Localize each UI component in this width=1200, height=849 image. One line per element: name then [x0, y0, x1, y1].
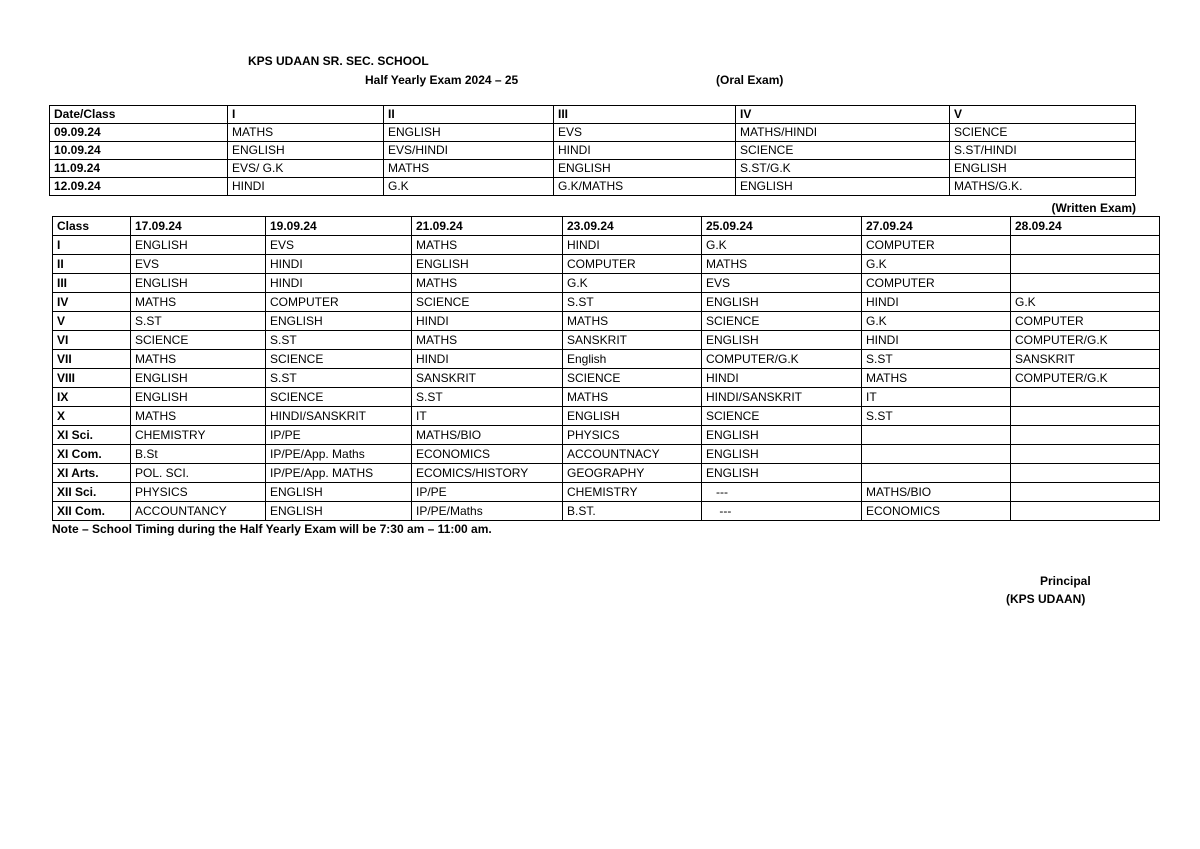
written-column-header: 27.09.24: [862, 217, 1011, 236]
written-cell: [1011, 464, 1160, 483]
written-cell: IT: [412, 407, 563, 426]
written-column-header: 28.09.24: [1011, 217, 1160, 236]
written-row-label: III: [53, 274, 131, 293]
written-cell: HINDI: [862, 331, 1011, 350]
table-row: [53, 236, 1160, 255]
oral-cell: EVS/ G.K: [228, 160, 384, 178]
written-cell: ENGLISH: [563, 407, 702, 426]
written-cell: [1011, 483, 1160, 502]
written-cell: EVS: [702, 274, 862, 293]
written-cell: ENGLISH: [702, 331, 862, 350]
written-cell: ENGLISH: [702, 293, 862, 312]
written-cell: S.ST: [412, 388, 563, 407]
table-row: [53, 274, 1160, 293]
written-cell: HINDI/SANSKRIT: [266, 407, 412, 426]
written-row-label: IX: [53, 388, 131, 407]
written-cell: ENGLISH: [702, 426, 862, 445]
oral-cell: ENGLISH: [554, 160, 736, 178]
written-cell: ENGLISH: [266, 483, 412, 502]
written-cell: MATHS: [131, 350, 266, 369]
written-cell: G.K: [563, 274, 702, 293]
oral-cell: S.ST/HINDI: [950, 142, 1136, 160]
written-cell: IP/PE/App. Maths: [266, 445, 412, 464]
written-cell: COMPUTER/G.K: [1011, 369, 1160, 388]
written-row-label: XI Arts.: [53, 464, 131, 483]
written-cell: IT: [862, 388, 1011, 407]
oral-cell: HINDI: [228, 178, 384, 196]
oral-column-header: V: [950, 106, 1136, 124]
written-cell: ENGLISH: [131, 274, 266, 293]
signature-org: (KPS UDAAN): [1006, 592, 1086, 606]
written-cell: ECOMICS/HISTORY: [412, 464, 563, 483]
written-cell: B.St: [131, 445, 266, 464]
table-row: [53, 426, 1160, 445]
table-row: [50, 160, 1136, 178]
oral-column-header: II: [384, 106, 554, 124]
written-cell: [1011, 274, 1160, 293]
written-cell: ENGLISH: [131, 369, 266, 388]
written-cell: SANSKRIT: [563, 331, 702, 350]
written-cell: PHYSICS: [131, 483, 266, 502]
written-cell: HINDI: [702, 369, 862, 388]
written-cell: MATHS: [702, 255, 862, 274]
written-cell: IP/PE: [412, 483, 563, 502]
written-cell: MATHS/BIO: [862, 483, 1011, 502]
written-row-label: XII Sci.: [53, 483, 131, 502]
written-cell: ECONOMICS: [412, 445, 563, 464]
oral-cell: HINDI: [554, 142, 736, 160]
oral-exam-table: [49, 105, 1136, 196]
written-cell: [1011, 445, 1160, 464]
oral-cell: MATHS/HINDI: [736, 124, 950, 142]
written-row-label: XI Com.: [53, 445, 131, 464]
written-row-label: X: [53, 407, 131, 426]
written-row-label: VIII: [53, 369, 131, 388]
table-row: [53, 350, 1160, 369]
written-cell: ACCOUNTNACY: [563, 445, 702, 464]
table-row: [53, 502, 1160, 521]
exam-title: Half Yearly Exam 2024 – 25: [365, 73, 519, 87]
written-row-label: VI: [53, 331, 131, 350]
written-cell: HINDI: [862, 293, 1011, 312]
written-cell: HINDI: [563, 236, 702, 255]
written-column-header: 21.09.24: [412, 217, 563, 236]
oral-exam-label: (Oral Exam): [716, 73, 784, 87]
written-exam-label: (Written Exam): [1051, 201, 1136, 215]
table-row: [53, 255, 1160, 274]
written-cell: MATHS: [412, 274, 563, 293]
written-row-label: II: [53, 255, 131, 274]
written-cell: CHEMISTRY: [131, 426, 266, 445]
written-cell: MATHS: [862, 369, 1011, 388]
written-cell: [1011, 388, 1160, 407]
written-cell: SCIENCE: [266, 388, 412, 407]
oral-column-header: IV: [736, 106, 950, 124]
written-cell: [1011, 407, 1160, 426]
written-cell: ECONOMICS: [862, 502, 1011, 521]
table-row: [53, 388, 1160, 407]
written-cell: SCIENCE: [702, 312, 862, 331]
oral-cell: MATHS: [228, 124, 384, 142]
written-cell: MATHS: [412, 331, 563, 350]
oral-column-header: Date/Class: [50, 106, 228, 124]
table-row: [53, 407, 1160, 426]
oral-row-label: 10.09.24: [50, 142, 228, 160]
written-cell: S.ST: [563, 293, 702, 312]
written-cell: S.ST: [862, 350, 1011, 369]
written-cell: MATHS: [412, 236, 563, 255]
written-cell: G.K: [1011, 293, 1160, 312]
written-cell: G.K: [862, 312, 1011, 331]
oral-cell: EVS: [554, 124, 736, 142]
written-cell: EVS: [266, 236, 412, 255]
oral-row-label: 11.09.24: [50, 160, 228, 178]
written-cell: SANSKRIT: [1011, 350, 1160, 369]
oral-cell: S.ST/G.K: [736, 160, 950, 178]
oral-cell: ENGLISH: [950, 160, 1136, 178]
written-cell: COMPUTER: [862, 274, 1011, 293]
written-cell: G.K: [862, 255, 1011, 274]
table-row: [50, 124, 1136, 142]
written-cell: COMPUTER: [1011, 312, 1160, 331]
written-cell: MATHS: [563, 312, 702, 331]
table-row: [50, 142, 1136, 160]
written-cell: CHEMISTRY: [563, 483, 702, 502]
table-row: [53, 464, 1160, 483]
oral-row-label: 12.09.24: [50, 178, 228, 196]
oral-cell: ENGLISH: [384, 124, 554, 142]
written-column-header: 19.09.24: [266, 217, 412, 236]
written-cell: HINDI: [412, 350, 563, 369]
written-cell: ---: [702, 483, 862, 502]
written-cell: HINDI: [266, 255, 412, 274]
written-row-label: VII: [53, 350, 131, 369]
table-row: [53, 369, 1160, 388]
written-cell: MATHS/BIO: [412, 426, 563, 445]
written-column-header: 17.09.24: [131, 217, 266, 236]
written-cell: ---: [702, 502, 862, 521]
written-cell: [862, 445, 1011, 464]
written-cell: ENGLISH: [266, 502, 412, 521]
written-cell: IP/PE/Maths: [412, 502, 563, 521]
written-row-label: XI Sci.: [53, 426, 131, 445]
written-cell: ACCOUNTANCY: [131, 502, 266, 521]
written-cell: ENGLISH: [266, 312, 412, 331]
written-cell: MATHS: [131, 407, 266, 426]
written-cell: [862, 464, 1011, 483]
written-row-label: I: [53, 236, 131, 255]
oral-cell: SCIENCE: [950, 124, 1136, 142]
written-cell: S.ST: [862, 407, 1011, 426]
written-cell: SCIENCE: [702, 407, 862, 426]
written-column-header: 25.09.24: [702, 217, 862, 236]
written-column-header: 23.09.24: [563, 217, 702, 236]
written-cell: ENGLISH: [131, 236, 266, 255]
written-row-label: V: [53, 312, 131, 331]
table-row: [53, 483, 1160, 502]
written-cell: COMPUTER/G.K: [702, 350, 862, 369]
written-cell: ENGLISH: [702, 445, 862, 464]
oral-column-header: III: [554, 106, 736, 124]
written-cell: COMPUTER/G.K: [1011, 331, 1160, 350]
written-cell: SCIENCE: [266, 350, 412, 369]
table-row: [53, 445, 1160, 464]
oral-column-header: I: [228, 106, 384, 124]
written-row-label: IV: [53, 293, 131, 312]
oral-cell: MATHS/G.K.: [950, 178, 1136, 196]
written-cell: HINDI/SANSKRIT: [702, 388, 862, 407]
written-cell: MATHS: [563, 388, 702, 407]
written-cell: S.ST: [266, 369, 412, 388]
written-cell: S.ST: [266, 331, 412, 350]
oral-cell: G.K: [384, 178, 554, 196]
written-cell: COMPUTER: [266, 293, 412, 312]
written-cell: [862, 426, 1011, 445]
oral-cell: G.K/MATHS: [554, 178, 736, 196]
written-cell: B.ST.: [563, 502, 702, 521]
written-cell: IP/PE: [266, 426, 412, 445]
written-cell: POL. SCI.: [131, 464, 266, 483]
written-cell: EVS: [131, 255, 266, 274]
oral-cell: ENGLISH: [736, 178, 950, 196]
written-cell: PHYSICS: [563, 426, 702, 445]
written-cell: ENGLISH: [131, 388, 266, 407]
written-cell: IP/PE/App. MATHS: [266, 464, 412, 483]
written-cell: MATHS: [131, 293, 266, 312]
oral-row-label: 09.09.24: [50, 124, 228, 142]
table-row: [50, 178, 1136, 196]
oral-cell: ENGLISH: [228, 142, 384, 160]
written-exam-table: [52, 216, 1160, 521]
written-cell: S.ST: [131, 312, 266, 331]
oral-cell: MATHS: [384, 160, 554, 178]
written-cell: SCIENCE: [412, 293, 563, 312]
written-cell: SCIENCE: [131, 331, 266, 350]
table-row: [53, 293, 1160, 312]
school-name: KPS UDAAN SR. SEC. SCHOOL: [248, 54, 429, 68]
written-cell: COMPUTER: [563, 255, 702, 274]
table-row: [53, 331, 1160, 350]
written-cell: HINDI: [412, 312, 563, 331]
oral-cell: EVS/HINDI: [384, 142, 554, 160]
written-cell: ENGLISH: [412, 255, 563, 274]
written-cell: English: [563, 350, 702, 369]
written-cell: [1011, 426, 1160, 445]
written-cell: ENGLISH: [702, 464, 862, 483]
written-cell: HINDI: [266, 274, 412, 293]
oral-cell: SCIENCE: [736, 142, 950, 160]
written-row-label: XII Com.: [53, 502, 131, 521]
written-cell: G.K: [702, 236, 862, 255]
written-cell: GEOGRAPHY: [563, 464, 702, 483]
written-cell: SANSKRIT: [412, 369, 563, 388]
signature-title: Principal: [1040, 574, 1091, 588]
timing-note: Note – School Timing during the Half Yearly Exam will be 7:30 am – 11:00 am.: [52, 522, 492, 536]
written-cell: [1011, 502, 1160, 521]
written-cell: [1011, 236, 1160, 255]
written-header-row: [53, 217, 1160, 236]
written-cell: COMPUTER: [862, 236, 1011, 255]
written-cell: [1011, 255, 1160, 274]
table-row: [53, 312, 1160, 331]
written-column-header: Class: [53, 217, 131, 236]
oral-header-row: [50, 106, 1136, 124]
written-cell: SCIENCE: [563, 369, 702, 388]
